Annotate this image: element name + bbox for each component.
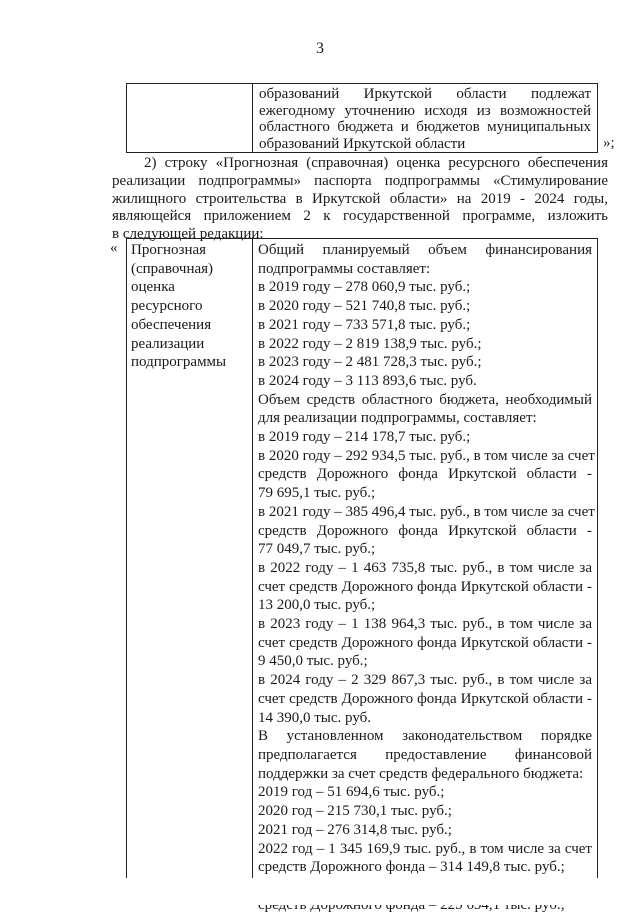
label-line: реализации bbox=[131, 335, 205, 352]
funding-line: 14 390,0 тыс. руб. bbox=[258, 709, 372, 726]
continued-table bbox=[126, 83, 598, 153]
closing-quote: »; bbox=[603, 135, 615, 151]
funding-line: средств Дорожного фонда – 314 149,8 тыс. руб.; bbox=[258, 859, 565, 876]
funding-line: в 2019 году – 278 060,9 тыс. руб.; bbox=[258, 279, 471, 296]
amendment-paragraph bbox=[112, 155, 608, 244]
funding-line: В установленном законодательством порядке bbox=[258, 728, 592, 745]
funding-line: в 2021 году – 385 496,4 тыс. руб., в том числе за счет bbox=[258, 503, 595, 520]
funding-line: в 2019 году – 214 178,7 тыс. руб.; bbox=[258, 429, 471, 446]
continued-cell-text bbox=[253, 84, 597, 152]
funding-line: подпрограммы составляет: bbox=[258, 260, 431, 277]
funding-line: в 2020 году – 292 934,5 тыс. руб., в том числе за счет bbox=[258, 447, 595, 464]
funding-line: счет средств Дорожного фонда Иркутской области - bbox=[258, 690, 592, 707]
funding-line: поддержки за счет средств федерального бюджета: bbox=[258, 765, 584, 782]
text-line: ежегодному уточнению исходя из возможностей bbox=[259, 102, 591, 119]
funding-line: счет средств Дорожного фонда Иркутской области - bbox=[258, 578, 592, 595]
text-line: образований Иркутской области bbox=[259, 135, 466, 152]
paragraph-line: 2) строку «Прогнозная (справочная) оценка ресурсного обеспечения bbox=[144, 155, 608, 171]
label-line: (справочная) bbox=[131, 260, 214, 277]
label-line: подпрограммы bbox=[131, 354, 227, 371]
label-line: Прогнозная bbox=[131, 242, 207, 258]
funding-line: в 2020 году – 521 740,8 тыс. руб.; bbox=[258, 298, 471, 315]
row-label bbox=[127, 239, 252, 372]
paragraph-line: являющейся приложением 2 к государственной программе, изложить bbox=[112, 208, 608, 225]
funding-line: 2021 год – 276 314,8 тыс. руб.; bbox=[258, 821, 452, 838]
funding-line: 79 695,1 тыс. руб.; bbox=[258, 485, 376, 502]
funding-line: в 2024 году – 3 113 893,6 тыс. руб. bbox=[258, 372, 477, 389]
funding-table-label-cell bbox=[127, 239, 253, 882]
paragraph-line: реализации подпрограммы» паспорта подпрограммы «Стимулирование bbox=[112, 172, 608, 189]
funding-line: средств Дорожного фонда Иркутской области - bbox=[258, 466, 592, 483]
funding-line: Общий планируемый объем финансирования bbox=[258, 242, 592, 258]
label-line: ресурсного bbox=[131, 298, 203, 315]
funding-line: в 2024 году – 2 329 867,3 тыс. руб., в том числе за bbox=[258, 672, 592, 689]
funding-line: Объем средств областного бюджета, необходимый bbox=[258, 391, 592, 408]
funding-table bbox=[126, 238, 598, 882]
funding-line: 2019 год – 51 694,6 тыс. руб.; bbox=[258, 784, 445, 801]
page-number: 3 bbox=[316, 40, 324, 57]
opening-quote: « bbox=[110, 240, 118, 256]
funding-line: 2020 год – 215 730,1 тыс. руб.; bbox=[258, 803, 452, 820]
funding-line: 2022 год – 1 345 169,9 тыс. руб., в том числе за счет bbox=[258, 840, 592, 857]
funding-line: 9 450,0 тыс. руб.; bbox=[258, 653, 368, 670]
funding-table-value-cell bbox=[253, 239, 598, 882]
funding-line: в 2021 году – 733 571,8 тыс. руб.; bbox=[258, 316, 471, 333]
text-line: образований Иркутской области подлежат bbox=[259, 86, 591, 102]
page-bottom-margin bbox=[0, 878, 640, 905]
funding-line: в 2022 году – 2 819 138,9 тыс. руб.; bbox=[258, 335, 482, 352]
funding-line: счет средств Дорожного фонда Иркутской области - bbox=[258, 634, 592, 651]
funding-line: 13 200,0 тыс. руб.; bbox=[258, 597, 376, 614]
funding-line: для реализации подпрограммы, составляет: bbox=[258, 410, 537, 427]
funding-line: в 2023 году – 2 481 728,3 тыс. руб.; bbox=[258, 354, 482, 371]
paragraph-line: жилищного строительства в Иркутской области» на 2019 - 2024 годы, bbox=[112, 190, 608, 207]
paragraph-line: в следующей редакции: bbox=[112, 226, 264, 243]
funding-description bbox=[253, 239, 597, 881]
continued-table-right-cell bbox=[253, 84, 598, 153]
funding-line: предполагается предоставление финансовой bbox=[258, 746, 592, 763]
funding-line: 77 049,7 тыс. руб.; bbox=[258, 541, 376, 558]
funding-line: в 2022 году – 1 463 735,8 тыс. руб., в том числе за bbox=[258, 559, 592, 576]
continued-table-left-cell bbox=[127, 84, 253, 153]
label-line: оценка bbox=[131, 279, 175, 296]
label-line: обеспечения bbox=[131, 316, 212, 333]
text-line: областного бюджета и бюджетов муниципальных bbox=[259, 119, 591, 135]
funding-line: средств Дорожного фонда Иркутской области - bbox=[258, 522, 592, 539]
funding-line: в 2023 году – 1 138 964,3 тыс. руб., в том числе за bbox=[258, 616, 592, 633]
